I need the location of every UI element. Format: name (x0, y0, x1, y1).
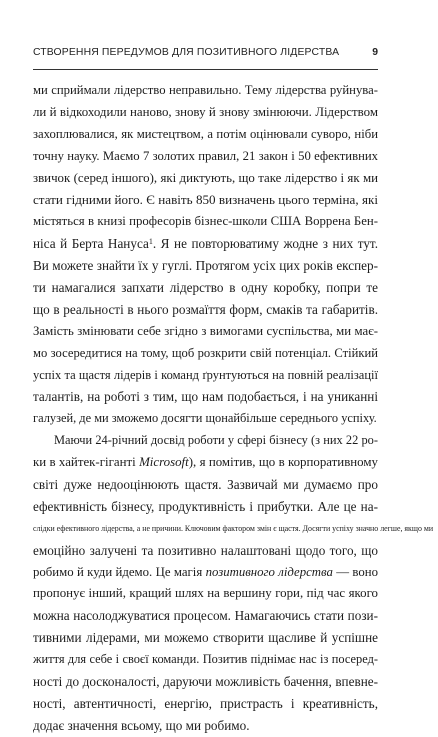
text-line (33, 146, 378, 168)
text-line (33, 102, 378, 124)
text-line-content: мо зосередитися на тому, щоб розкрити свій потенціал. Стійкий (33, 345, 378, 360)
text-line (33, 321, 378, 343)
header-rule (33, 69, 378, 70)
text-line (33, 649, 378, 671)
text-line (33, 386, 378, 408)
text-line-content: звичок (серед іншого), які диктують, що таке лідерство і як ми (33, 170, 378, 185)
text-line-content: робимо й куди йдемо. Це магія (33, 564, 206, 579)
text-line (33, 168, 378, 190)
text-line-content: точну науку. Маємо 7 золотих правил, 21 закон і 50 ефективних (33, 148, 378, 163)
text-line (33, 408, 378, 430)
text-line (33, 277, 378, 299)
text-line-tail: ), я помітив, що в корпоративному (188, 455, 378, 470)
running-title: СТВОРЕННЯ ПЕРЕДУМОВ ДЛЯ ПОЗИТИВНОГО ЛІДЕРСТВА (33, 47, 340, 58)
text-line (33, 562, 378, 584)
text-line-content: Ви можете знайти їх у гуглі. Протягом усіх цих років експер- (33, 258, 378, 274)
text-line-content: Замість змінювати себе згідно з вимогами суспільства, ми має- (33, 323, 378, 338)
text-line-content: стати гідними його. Є навіть 850 визначень цього терміна, які (33, 192, 378, 208)
text-line (33, 255, 378, 277)
text-line-content: ефективність бізнесу, продуктивність і прибутки. Але це на- (33, 498, 378, 514)
text-line-content: пропонує інший, кращий шлях на вершину гори, під час якого (33, 586, 378, 601)
text-line (33, 693, 378, 715)
text-line (33, 189, 378, 211)
text-line-content: ніса й Берта Нануса (33, 236, 149, 252)
text-line-tail: . Я не повторюватиму жодне з них тут. (152, 236, 378, 252)
text-line-content: ки в хайтек-гіганті (33, 455, 140, 470)
text-line (33, 211, 378, 233)
emphasis-text: Microsoft (139, 455, 189, 470)
text-line-tail: — воно (332, 564, 378, 579)
text-line (33, 233, 378, 255)
text-line-content: містяться в книзі професорів бізнес-школи США Воррена Бен- (33, 214, 378, 229)
text-line (33, 365, 378, 387)
text-line (33, 627, 378, 649)
text-line-content: ми сприймали лідерство неправильно. Тему лідерства руйнува- (33, 83, 378, 97)
text-line-content: успіх та щастя лідерів і команд ґрунтуються на повній реалізації (33, 367, 378, 382)
text-line-content: можна насолоджуватися процесом. Намагаючись стати пози- (33, 608, 378, 624)
text-line (33, 474, 378, 496)
text-line-content: талантів, на роботі з тим, що нам подобається, і на униканні (33, 389, 378, 405)
text-line (33, 715, 378, 737)
page-header (33, 42, 378, 72)
text-line-content: життя для себе і своєї команди. Позитив піднімає нас із посеред- (33, 652, 378, 667)
text-line (33, 518, 434, 540)
text-line-content: захоплювалися, як мистецтвом, а потім оцінювали суворо, ніби (33, 126, 378, 141)
text-line (33, 540, 378, 562)
text-line-content: Маючи 24-річний досвід роботи у сфері бізнесу (з них 22 ро- (54, 433, 378, 448)
emphasis-text: позитивного лідерства (205, 564, 333, 579)
text-line-content: ності, автентичності, енергію, пристрасть і креативність, (33, 695, 378, 711)
text-line (33, 496, 378, 518)
text-line-content: слідки ефективного лідерства, а не причини. Ключовим фактором змін є щастя. Досягти успіху значно легше, якщо ми (33, 523, 434, 533)
text-line-content: ти намагалися запхати лідерство в одну коробку, попри те (33, 280, 378, 296)
text-line-content: емоційно залучені та позитивно налаштовані щодо того, що (33, 542, 378, 558)
body-text (33, 80, 434, 737)
text-line (33, 452, 378, 474)
text-line-content: галузей, де ми зможемо досягти щонайбільше середнього успіху. (33, 411, 377, 426)
text-line-content: тивними лідерами, ми можемо створити щасливе й успішне (33, 630, 378, 646)
text-line (33, 80, 378, 102)
text-line (33, 343, 378, 365)
text-line-content: ності до досконалості, даруючи можливість бачення, впевне- (33, 674, 378, 690)
text-line (33, 671, 378, 693)
text-line-content: світі дуже недооцінюють щастя. Зазвичай ми думаємо про (33, 477, 378, 493)
text-line-content: додає значення всьому, що ми робимо. (33, 717, 250, 733)
footnote-marker: 1 (148, 237, 153, 247)
text-line (33, 299, 378, 321)
page-number: 9 (372, 47, 378, 58)
text-line (33, 430, 378, 452)
text-line-content: ли й відкоходили наново, знову й знову змінюючи. Лідерством (33, 104, 378, 119)
text-line (33, 583, 378, 605)
text-line-content: що в реальності в нього розмаїття форм, смаків та габаритів. (33, 301, 378, 317)
text-line (33, 605, 378, 627)
text-line (33, 124, 378, 146)
